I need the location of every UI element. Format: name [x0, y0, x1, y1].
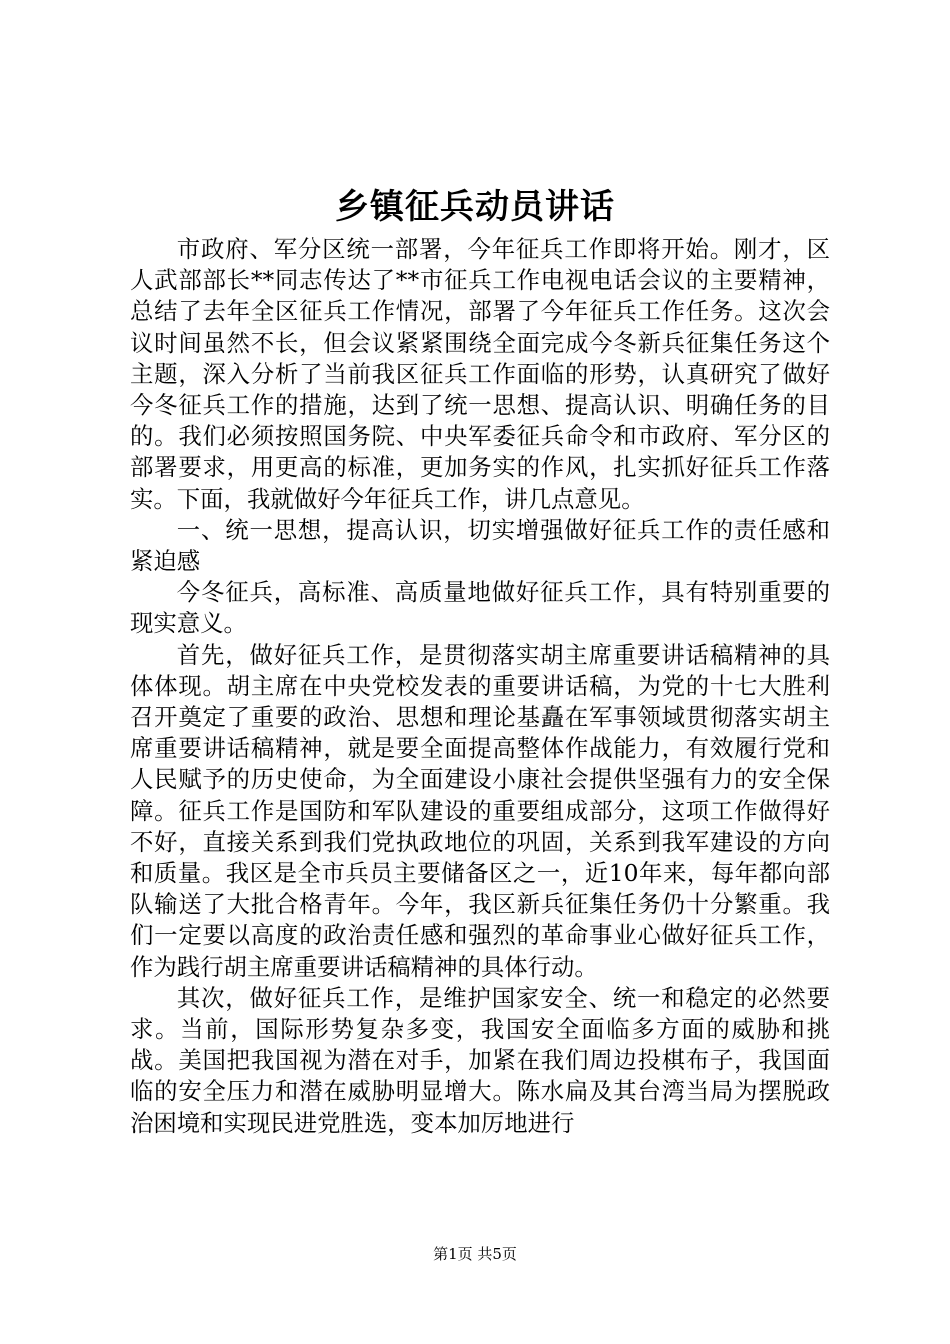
document-body — [130, 234, 830, 1139]
page-footer: 第1页 共5页 — [433, 1245, 517, 1263]
section-heading: 一、统一思想，提高认识，切实增强做好征兵工作的责任感和紧迫感 — [130, 515, 830, 576]
body-paragraph: 市政府、军分区统一部署，今年征兵工作即将开始。刚才，区人武部部长**同志传达了**市征兵工作电视电话会议的主要精神，总结了去年全区征兵工作情况，部署了今年征兵工作任务。这次会议时间虽然不长，但会议紧紧围绕全面完成今冬新兵征集任务这个主题，深入分析了当前我区征兵工作面临的形势，认真研究了做好今冬征兵工作的措施，达到了统一思想、提高认识、明确任务的目的。我们必须按照国务院、中央军委征兵命令和市政府、军分区的部署要求，用更高的标准，更加务实的作风，扎实抓好征兵工作落实。下面，我就做好今年征兵工作，讲几点意见。 — [130, 235, 830, 513]
body-paragraph: 今冬征兵，高标准、高质量地做好征兵工作，具有特别重要的现实意义。 — [130, 578, 830, 638]
body-paragraph: 其次，做好征兵工作，是维护国家安全、统一和稳定的必然要求。当前，国际形势复杂多变，我国安全面临多方面的威胁和挑战。美国把我国视为潜在对手，加紧在我们周边投棋布子，我国面临的安全压力和潜在威胁明显增大。陈水扁及其台湾当局为摆脱政治困境和实现民进党胜选，变本加厉地进行 — [130, 983, 830, 1137]
body-paragraph: 首先，做好征兵工作，是贯彻落实胡主席重要讲话稿精神的具体体现。胡主席在中央党校发表的重要讲话稿，为党的十七大胜利召开奠定了重要的政治、思想和理论基矗在军事领域贯彻落实胡主席重要讲话稿精神，就是要全面提高整体作战能力，有效履行党和人民赋予的历史使命，为全面建设小康社会提供坚强有力的安全保障。征兵工作是国防和军队建设的重要组成部分，这项工作做得好不好，直接关系到我们党执政地位的巩固，关系到我军建设的方向和质量。我区是全市兵员主要储备区之一，近10年来，每年都向部队输送了大批合格青年。今年，我区新兵征集任务仍十分繁重。我们一定要以高度的政治责任感和强烈的革命事业心做好征兵工作，作为践行胡主席重要讲话稿精神的具体行动。 — [130, 640, 830, 981]
document-title: 乡镇征兵动员讲话 — [335, 187, 615, 227]
